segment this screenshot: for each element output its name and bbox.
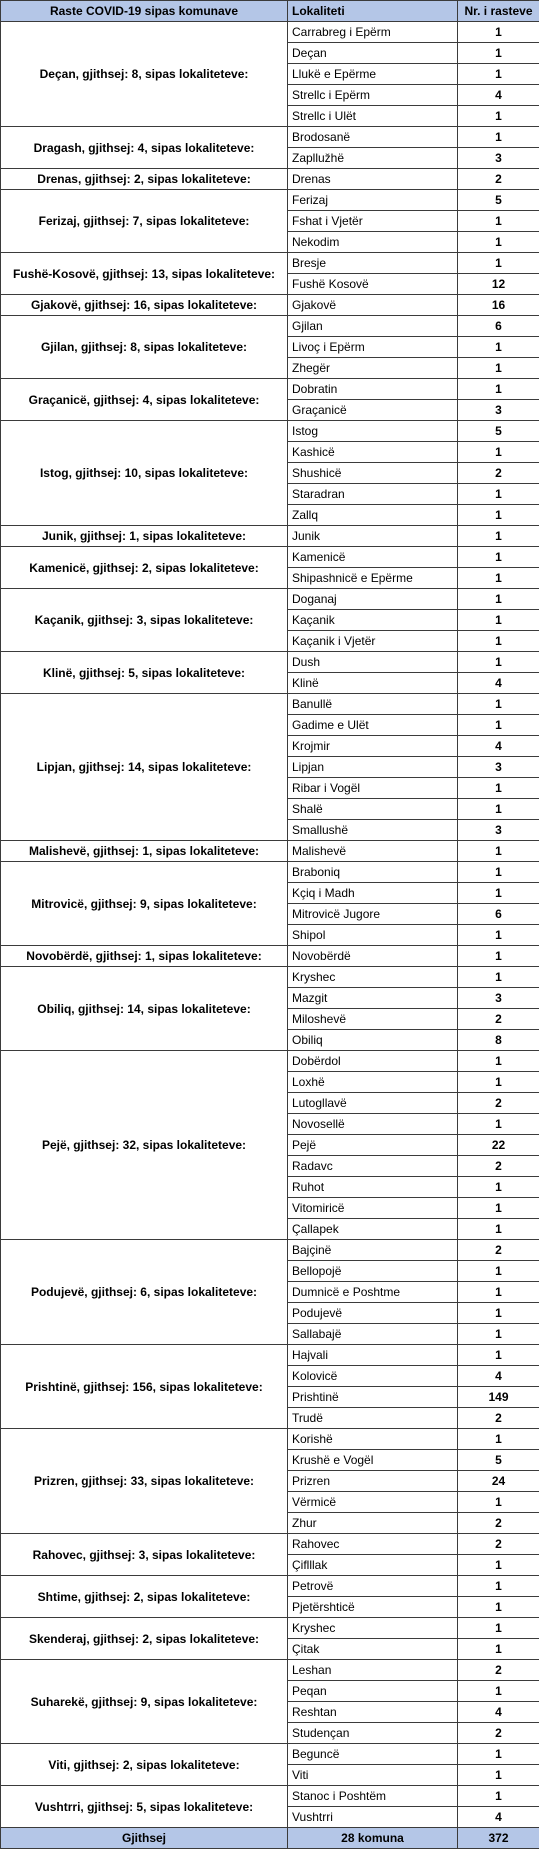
case-count-cell: 1 bbox=[458, 526, 539, 547]
case-count-cell: 1 bbox=[458, 1051, 539, 1072]
case-count-cell: 5 bbox=[458, 1450, 539, 1471]
case-count-cell: 4 bbox=[458, 1807, 539, 1828]
locality-cell: Mazgit bbox=[288, 988, 458, 1009]
table-row bbox=[1, 526, 539, 547]
case-count-cell: 2 bbox=[458, 1660, 539, 1681]
locality-cell: Stanoc i Poshtëm bbox=[288, 1786, 458, 1807]
total-municipalities: 28 komuna bbox=[288, 1828, 458, 1849]
locality-cell: Kryshec bbox=[288, 967, 458, 988]
case-count-cell: 1 bbox=[458, 22, 539, 43]
municipality-cell: Gjakovë, gjithsej: 16, sipas lokaliteteve: bbox=[1, 295, 288, 316]
case-count-cell: 3 bbox=[458, 400, 539, 421]
locality-cell: Reshtan bbox=[288, 1702, 458, 1723]
case-count-cell: 1 bbox=[458, 1072, 539, 1093]
table-row bbox=[1, 1786, 539, 1807]
case-count-cell: 1 bbox=[458, 1618, 539, 1639]
locality-cell: Lipjan bbox=[288, 757, 458, 778]
case-count-cell: 149 bbox=[458, 1387, 539, 1408]
case-count-cell: 1 bbox=[458, 1114, 539, 1135]
case-count-cell: 1 bbox=[458, 715, 539, 736]
locality-cell: Brodosanë bbox=[288, 127, 458, 148]
case-count-cell: 1 bbox=[458, 379, 539, 400]
locality-cell: Doganaj bbox=[288, 589, 458, 610]
case-count-cell: 12 bbox=[458, 274, 539, 295]
municipality-cell: Klinë, gjithsej: 5, sipas lokaliteteve: bbox=[1, 652, 288, 694]
locality-cell: Miloshevë bbox=[288, 1009, 458, 1030]
locality-cell: Kaçanik bbox=[288, 610, 458, 631]
locality-cell: Smallushë bbox=[288, 820, 458, 841]
case-count-cell: 1 bbox=[458, 358, 539, 379]
case-count-cell: 2 bbox=[458, 1240, 539, 1261]
case-count-cell: 5 bbox=[458, 190, 539, 211]
municipality-cell: Ferizaj, gjithsej: 7, sipas lokaliteteve: bbox=[1, 190, 288, 253]
municipality-cell: Podujevë, gjithsej: 6, sipas lokaliteteve: bbox=[1, 1240, 288, 1345]
case-count-cell: 1 bbox=[458, 778, 539, 799]
case-count-cell: 2 bbox=[458, 463, 539, 484]
case-count-cell: 1 bbox=[458, 652, 539, 673]
case-count-cell: 2 bbox=[458, 1723, 539, 1744]
municipality-cell: Skenderaj, gjithsej: 2, sipas lokaliteteve: bbox=[1, 1618, 288, 1660]
municipality-cell: Rahovec, gjithsej: 3, sipas lokaliteteve: bbox=[1, 1534, 288, 1576]
header-locality: Lokaliteti bbox=[288, 1, 458, 22]
case-count-cell: 1 bbox=[458, 1555, 539, 1576]
locality-cell: Obiliq bbox=[288, 1030, 458, 1051]
total-label: Gjithsej bbox=[1, 1828, 288, 1849]
table-header-row bbox=[1, 1, 539, 22]
locality-cell: Beguncë bbox=[288, 1744, 458, 1765]
case-count-cell: 2 bbox=[458, 169, 539, 190]
case-count-cell: 1 bbox=[458, 547, 539, 568]
table-row bbox=[1, 1051, 539, 1072]
case-count-cell: 2 bbox=[458, 1513, 539, 1534]
header-cases: Nr. i rasteve bbox=[458, 1, 539, 22]
locality-cell: Shushicë bbox=[288, 463, 458, 484]
table-row bbox=[1, 652, 539, 673]
case-count-cell: 4 bbox=[458, 1702, 539, 1723]
locality-cell: Novosellë bbox=[288, 1114, 458, 1135]
locality-cell: Kaçanik i Vjetër bbox=[288, 631, 458, 652]
locality-cell: Zhegër bbox=[288, 358, 458, 379]
case-count-cell: 1 bbox=[458, 925, 539, 946]
case-count-cell: 1 bbox=[458, 1786, 539, 1807]
locality-cell: Sallabajë bbox=[288, 1324, 458, 1345]
case-count-cell: 1 bbox=[458, 1261, 539, 1282]
table-row bbox=[1, 694, 539, 715]
locality-cell: Prishtinë bbox=[288, 1387, 458, 1408]
case-count-cell: 1 bbox=[458, 862, 539, 883]
case-count-cell: 1 bbox=[458, 1765, 539, 1786]
municipality-cell: Graçanicë, gjithsej: 4, sipas lokaliteteve: bbox=[1, 379, 288, 421]
locality-cell: Gadime e Ulët bbox=[288, 715, 458, 736]
locality-cell: Nekodim bbox=[288, 232, 458, 253]
locality-cell: Lutogllavë bbox=[288, 1093, 458, 1114]
locality-cell: Zapllužhë bbox=[288, 148, 458, 169]
locality-cell: Bellopojë bbox=[288, 1261, 458, 1282]
total-cases: 372 bbox=[458, 1828, 539, 1849]
case-count-cell: 24 bbox=[458, 1471, 539, 1492]
locality-cell: Dobratin bbox=[288, 379, 458, 400]
case-count-cell: 1 bbox=[458, 883, 539, 904]
municipality-cell: Prishtinë, gjithsej: 156, sipas lokaliteteve: bbox=[1, 1345, 288, 1429]
municipality-cell: Prizren, gjithsej: 33, sipas lokaliteteve: bbox=[1, 1429, 288, 1534]
locality-cell: Loxhë bbox=[288, 1072, 458, 1093]
case-count-cell: 16 bbox=[458, 295, 539, 316]
case-count-cell: 4 bbox=[458, 736, 539, 757]
table-body bbox=[1, 22, 539, 1828]
municipality-cell: Lipjan, gjithsej: 14, sipas lokaliteteve: bbox=[1, 694, 288, 841]
locality-cell: Kryshec bbox=[288, 1618, 458, 1639]
locality-cell: Trudë bbox=[288, 1408, 458, 1429]
locality-cell: Carrabreg i Epërm bbox=[288, 22, 458, 43]
table-row bbox=[1, 190, 539, 211]
locality-cell: Ribar i Vogël bbox=[288, 778, 458, 799]
case-count-cell: 2 bbox=[458, 1156, 539, 1177]
case-count-cell: 1 bbox=[458, 1681, 539, 1702]
municipality-cell: Istog, gjithsej: 10, sipas lokaliteteve: bbox=[1, 421, 288, 526]
table-row bbox=[1, 316, 539, 337]
locality-cell: Podujevë bbox=[288, 1303, 458, 1324]
locality-cell: Shalë bbox=[288, 799, 458, 820]
table-row bbox=[1, 1618, 539, 1639]
locality-cell: Kashicë bbox=[288, 442, 458, 463]
locality-cell: Gjakovë bbox=[288, 295, 458, 316]
table-row bbox=[1, 1240, 539, 1261]
locality-cell: Vitomiricë bbox=[288, 1198, 458, 1219]
locality-cell: Pejë bbox=[288, 1135, 458, 1156]
case-count-cell: 5 bbox=[458, 421, 539, 442]
locality-cell: Ruhot bbox=[288, 1177, 458, 1198]
case-count-cell: 1 bbox=[458, 1303, 539, 1324]
table-row bbox=[1, 547, 539, 568]
case-count-cell: 1 bbox=[458, 1429, 539, 1450]
table-row bbox=[1, 1345, 539, 1366]
case-count-cell: 22 bbox=[458, 1135, 539, 1156]
locality-cell: Fushë Kosovë bbox=[288, 274, 458, 295]
locality-cell: Pjetërshticë bbox=[288, 1597, 458, 1618]
case-count-cell: 3 bbox=[458, 820, 539, 841]
case-count-cell: 1 bbox=[458, 64, 539, 85]
locality-cell: Staradran bbox=[288, 484, 458, 505]
case-count-cell: 1 bbox=[458, 1345, 539, 1366]
case-count-cell: 1 bbox=[458, 211, 539, 232]
locality-cell: Junik bbox=[288, 526, 458, 547]
locality-cell: Livoç i Epërm bbox=[288, 337, 458, 358]
case-count-cell: 4 bbox=[458, 1366, 539, 1387]
locality-cell: Kamenicë bbox=[288, 547, 458, 568]
locality-cell: Braboniq bbox=[288, 862, 458, 883]
case-count-cell: 2 bbox=[458, 1408, 539, 1429]
locality-cell: Krushë e Vogël bbox=[288, 1450, 458, 1471]
case-count-cell: 1 bbox=[458, 484, 539, 505]
locality-cell: Gjilan bbox=[288, 316, 458, 337]
case-count-cell: 2 bbox=[458, 1093, 539, 1114]
locality-cell: Dumnicë e Poshtme bbox=[288, 1282, 458, 1303]
table-row bbox=[1, 1534, 539, 1555]
municipality-cell: Viti, gjithsej: 2, sipas lokaliteteve: bbox=[1, 1744, 288, 1786]
municipality-cell: Novobërdë, gjithsej: 1, sipas lokaliteteve: bbox=[1, 946, 288, 967]
locality-cell: Kolovicë bbox=[288, 1366, 458, 1387]
case-count-cell: 1 bbox=[458, 967, 539, 988]
municipality-cell: Dragash, gjithsej: 4, sipas lokaliteteve: bbox=[1, 127, 288, 169]
municipality-cell: Suharekë, gjithsej: 9, sipas lokaliteteve: bbox=[1, 1660, 288, 1744]
locality-cell: Studençan bbox=[288, 1723, 458, 1744]
locality-cell: Shipol bbox=[288, 925, 458, 946]
locality-cell: Peqan bbox=[288, 1681, 458, 1702]
locality-cell: Hajvali bbox=[288, 1345, 458, 1366]
locality-cell: Radavc bbox=[288, 1156, 458, 1177]
municipality-cell: Malishevë, gjithsej: 1, sipas lokaliteteve: bbox=[1, 841, 288, 862]
table-row bbox=[1, 1744, 539, 1765]
header-municipality: Raste COVID-19 sipas komunave bbox=[1, 1, 288, 22]
case-count-cell: 1 bbox=[458, 1492, 539, 1513]
locality-cell: Dush bbox=[288, 652, 458, 673]
locality-cell: Petrovë bbox=[288, 1576, 458, 1597]
locality-cell: Korishë bbox=[288, 1429, 458, 1450]
case-count-cell: 3 bbox=[458, 988, 539, 1009]
case-count-cell: 1 bbox=[458, 1198, 539, 1219]
locality-cell: Zhur bbox=[288, 1513, 458, 1534]
case-count-cell: 1 bbox=[458, 1639, 539, 1660]
locality-cell: Çitak bbox=[288, 1639, 458, 1660]
table-row bbox=[1, 253, 539, 274]
locality-cell: Vushtrri bbox=[288, 1807, 458, 1828]
municipality-cell: Gjilan, gjithsej: 8, sipas lokaliteteve: bbox=[1, 316, 288, 379]
case-count-cell: 1 bbox=[458, 505, 539, 526]
table-row bbox=[1, 1429, 539, 1450]
case-count-cell: 1 bbox=[458, 1219, 539, 1240]
case-count-cell: 2 bbox=[458, 1534, 539, 1555]
locality-cell: Zallq bbox=[288, 505, 458, 526]
locality-cell: Drenas bbox=[288, 169, 458, 190]
municipality-cell: Vushtrri, gjithsej: 5, sipas lokaliteteve: bbox=[1, 1786, 288, 1828]
case-count-cell: 3 bbox=[458, 148, 539, 169]
case-count-cell: 1 bbox=[458, 106, 539, 127]
case-count-cell: 8 bbox=[458, 1030, 539, 1051]
municipality-cell: Junik, gjithsej: 1, sipas lokaliteteve: bbox=[1, 526, 288, 547]
locality-cell: Vërmicë bbox=[288, 1492, 458, 1513]
locality-cell: Strellc i Ulët bbox=[288, 106, 458, 127]
table-row bbox=[1, 862, 539, 883]
locality-cell: Banullë bbox=[288, 694, 458, 715]
locality-cell: Fshat i Vjetër bbox=[288, 211, 458, 232]
locality-cell: Rahovec bbox=[288, 1534, 458, 1555]
locality-cell: Prizren bbox=[288, 1471, 458, 1492]
locality-cell: Istog bbox=[288, 421, 458, 442]
case-count-cell: 1 bbox=[458, 799, 539, 820]
table-row bbox=[1, 1576, 539, 1597]
table-row bbox=[1, 295, 539, 316]
municipality-cell: Deçan, gjithsej: 8, sipas lokaliteteve: bbox=[1, 22, 288, 127]
case-count-cell: 1 bbox=[458, 1597, 539, 1618]
case-count-cell: 3 bbox=[458, 757, 539, 778]
case-count-cell: 1 bbox=[458, 253, 539, 274]
locality-cell: Viti bbox=[288, 1765, 458, 1786]
case-count-cell: 1 bbox=[458, 1324, 539, 1345]
locality-cell: Graçanicë bbox=[288, 400, 458, 421]
table-row bbox=[1, 589, 539, 610]
table-row bbox=[1, 127, 539, 148]
case-count-cell: 1 bbox=[458, 1576, 539, 1597]
total-row bbox=[1, 1828, 539, 1849]
table-row bbox=[1, 967, 539, 988]
case-count-cell: 1 bbox=[458, 337, 539, 358]
locality-cell: Bresje bbox=[288, 253, 458, 274]
locality-cell: Dobërdol bbox=[288, 1051, 458, 1072]
municipality-cell: Obiliq, gjithsej: 14, sipas lokaliteteve: bbox=[1, 967, 288, 1051]
locality-cell: Llukë e Epërme bbox=[288, 64, 458, 85]
table-row bbox=[1, 22, 539, 43]
municipality-cell: Fushë-Kosovë, gjithsej: 13, sipas lokaliteteve: bbox=[1, 253, 288, 295]
case-count-cell: 1 bbox=[458, 589, 539, 610]
table-row bbox=[1, 1660, 539, 1681]
case-count-cell: 1 bbox=[458, 631, 539, 652]
locality-cell: Strellc i Epërm bbox=[288, 85, 458, 106]
municipality-cell: Shtime, gjithsej: 2, sipas lokaliteteve: bbox=[1, 1576, 288, 1618]
case-count-cell: 4 bbox=[458, 673, 539, 694]
locality-cell: Novobërdë bbox=[288, 946, 458, 967]
case-count-cell: 1 bbox=[458, 1177, 539, 1198]
locality-cell: Klinë bbox=[288, 673, 458, 694]
municipality-cell: Drenas, gjithsej: 2, sipas lokaliteteve: bbox=[1, 169, 288, 190]
locality-cell: Krojmir bbox=[288, 736, 458, 757]
locality-cell: Malishevë bbox=[288, 841, 458, 862]
locality-cell: Kçiq i Madh bbox=[288, 883, 458, 904]
locality-cell: Bajçinë bbox=[288, 1240, 458, 1261]
case-count-cell: 1 bbox=[458, 610, 539, 631]
table-row bbox=[1, 169, 539, 190]
municipality-cell: Kaçanik, gjithsej: 3, sipas lokaliteteve: bbox=[1, 589, 288, 652]
case-count-cell: 1 bbox=[458, 1744, 539, 1765]
locality-cell: Ferizaj bbox=[288, 190, 458, 211]
case-count-cell: 1 bbox=[458, 1282, 539, 1303]
table-row bbox=[1, 421, 539, 442]
locality-cell: Shipashnicë e Epërme bbox=[288, 568, 458, 589]
locality-cell: Çiflllak bbox=[288, 1555, 458, 1576]
case-count-cell: 1 bbox=[458, 442, 539, 463]
table-row bbox=[1, 946, 539, 967]
case-count-cell: 1 bbox=[458, 43, 539, 64]
case-count-cell: 1 bbox=[458, 232, 539, 253]
table-row bbox=[1, 841, 539, 862]
table-row bbox=[1, 379, 539, 400]
case-count-cell: 1 bbox=[458, 946, 539, 967]
municipality-cell: Pejë, gjithsej: 32, sipas lokaliteteve: bbox=[1, 1051, 288, 1240]
case-count-cell: 1 bbox=[458, 127, 539, 148]
locality-cell: Deçan bbox=[288, 43, 458, 64]
case-count-cell: 6 bbox=[458, 904, 539, 925]
case-count-cell: 1 bbox=[458, 568, 539, 589]
locality-cell: Çallapek bbox=[288, 1219, 458, 1240]
case-count-cell: 2 bbox=[458, 1009, 539, 1030]
locality-cell: Mitrovicë Jugore bbox=[288, 904, 458, 925]
case-count-cell: 4 bbox=[458, 85, 539, 106]
municipality-cell: Kamenicë, gjithsej: 2, sipas lokaliteteve: bbox=[1, 547, 288, 589]
case-count-cell: 1 bbox=[458, 841, 539, 862]
case-count-cell: 1 bbox=[458, 694, 539, 715]
municipality-cell: Mitrovicë, gjithsej: 9, sipas lokaliteteve: bbox=[1, 862, 288, 946]
locality-cell: Leshan bbox=[288, 1660, 458, 1681]
case-count-cell: 6 bbox=[458, 316, 539, 337]
